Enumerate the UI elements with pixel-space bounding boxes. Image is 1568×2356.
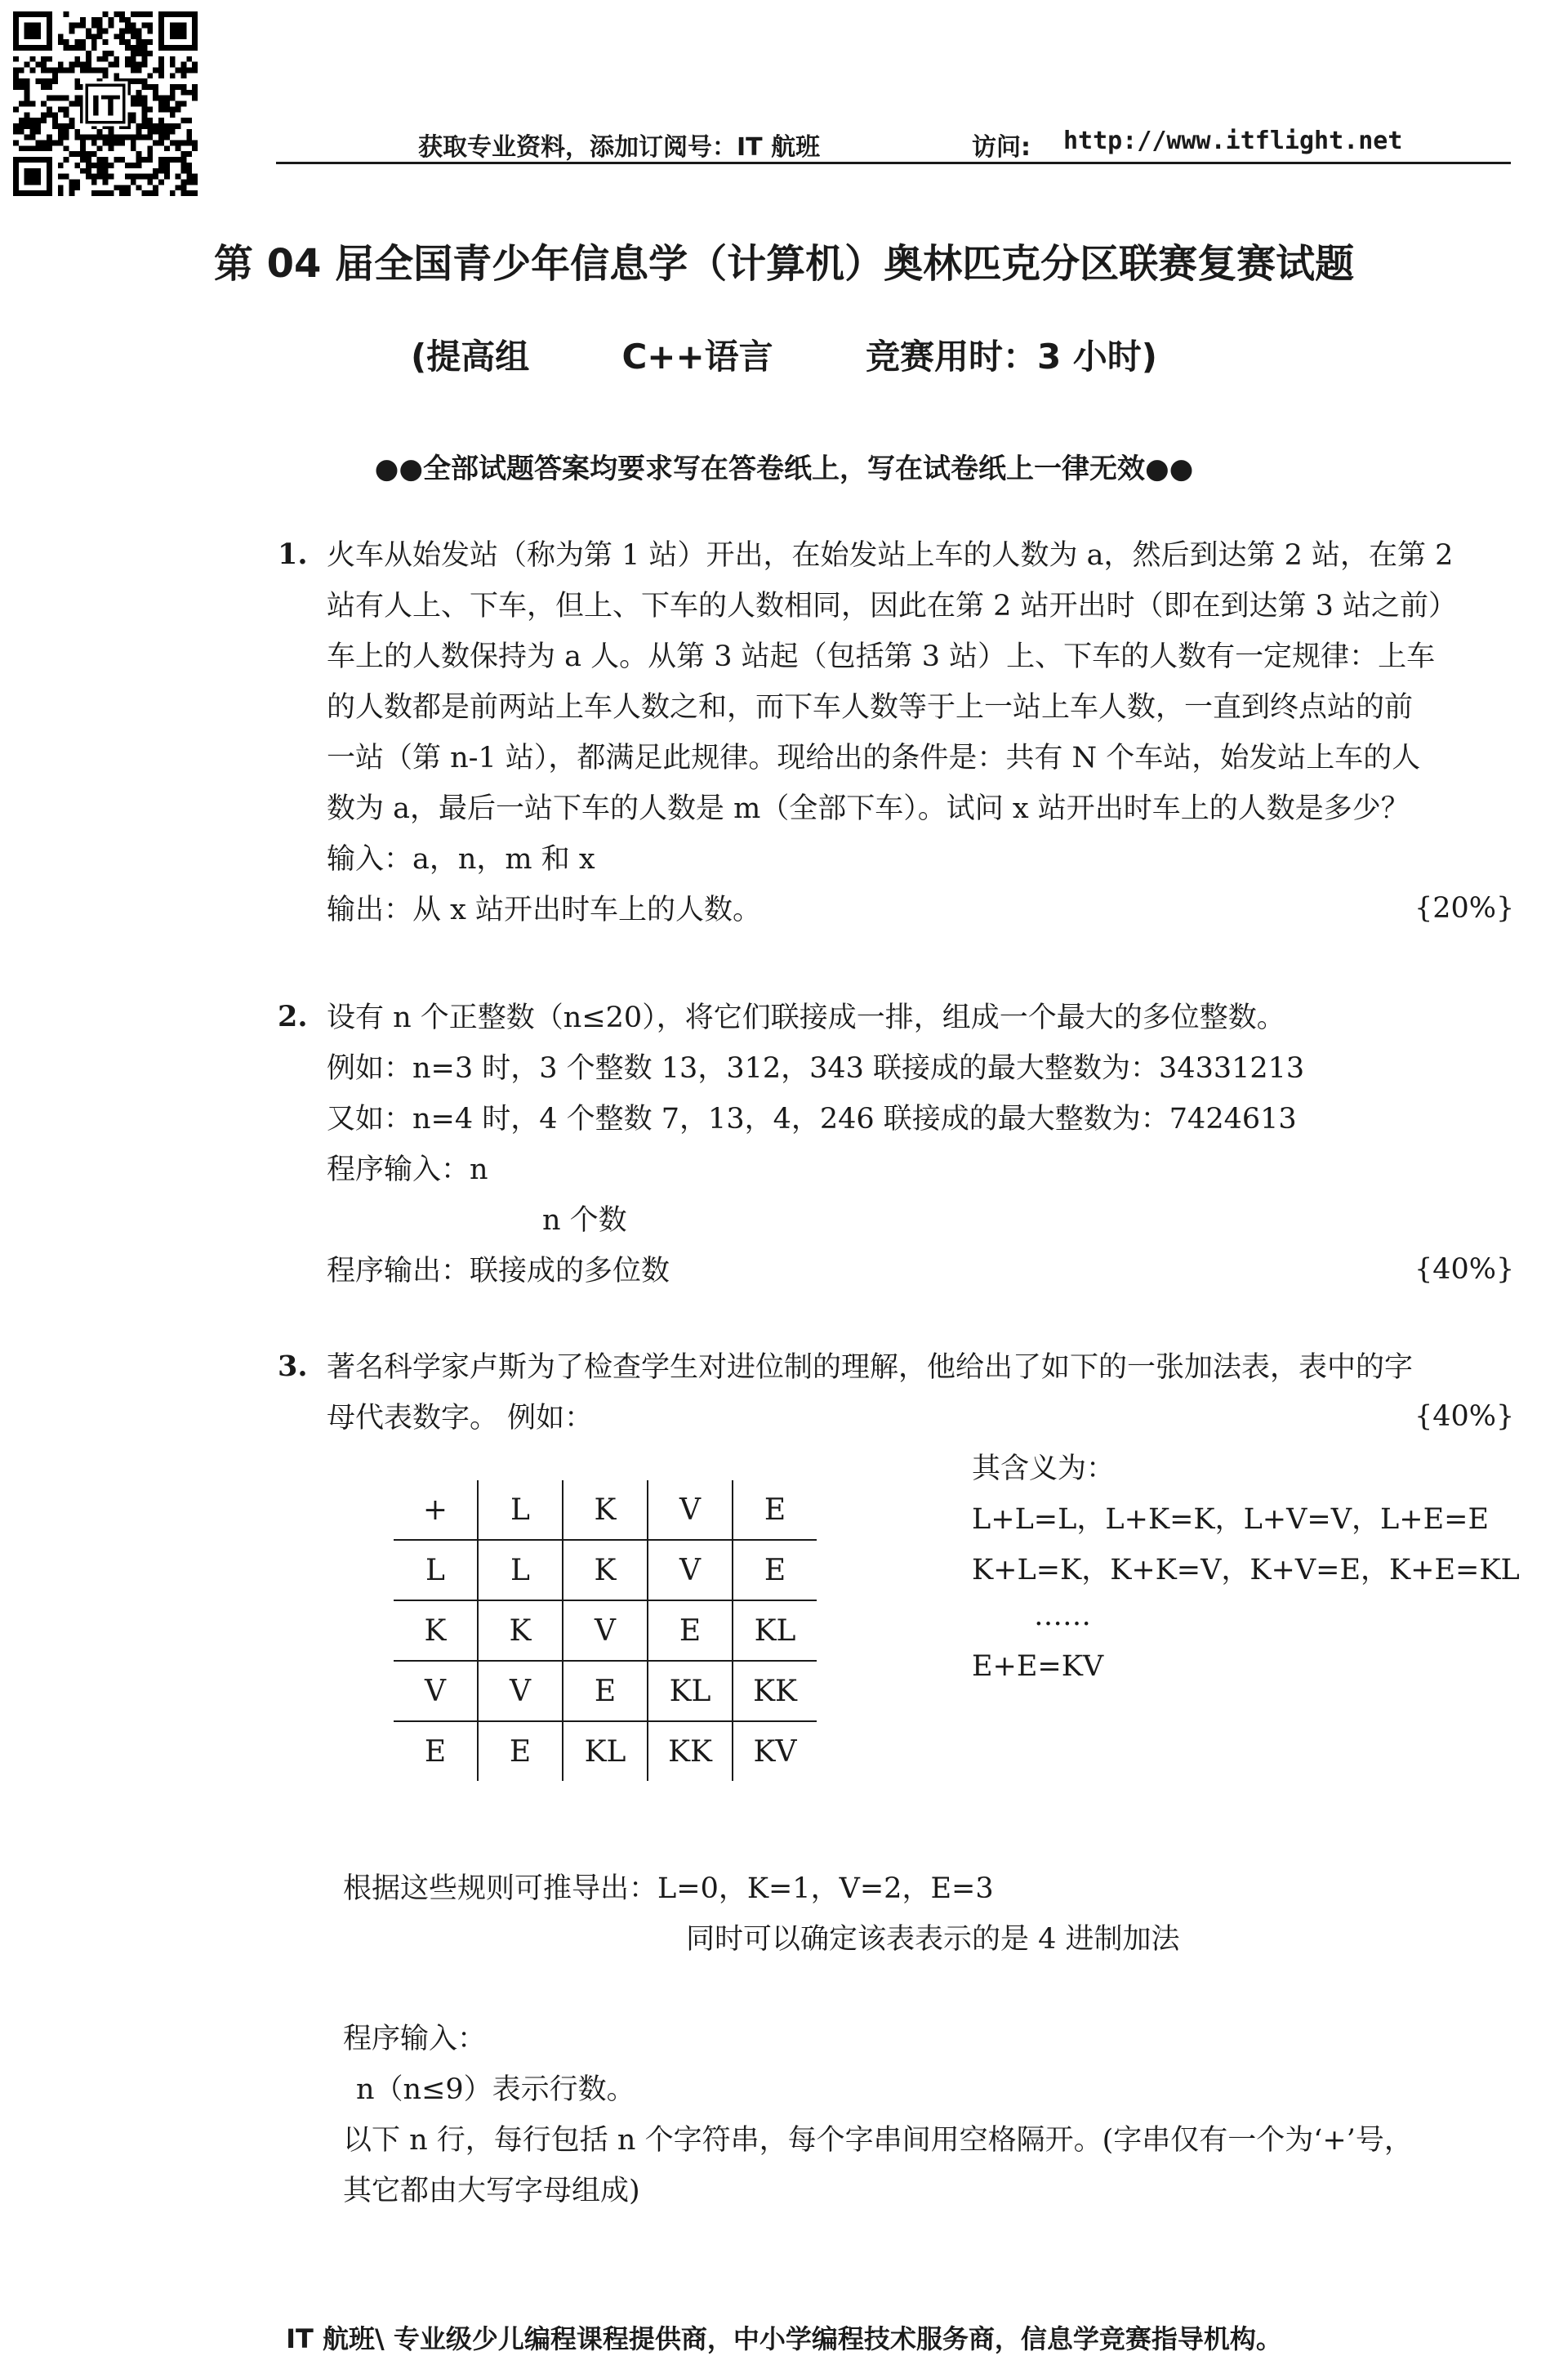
question-2-line: 又如：n=4 时，4 个整数 7，13，4，246 联接成的最大整数为：7424613 (327, 1103, 1297, 1136)
question-3-line: 母代表数字。 例如： (327, 1402, 594, 1435)
table-cell: K (394, 1600, 478, 1661)
meaning-line: L+L=L，L+K=K，L+V=V，L+E=E (972, 1503, 1490, 1536)
table-cell: E (394, 1721, 478, 1781)
derivation-line: 同时可以确定该表表示的是 4 进制加法 (686, 1923, 1180, 1956)
exam-notice: ●●全部试题答案均要求写在答卷纸上，写在试卷纸上一律无效●● (374, 453, 1194, 485)
header-url-link[interactable]: http://www.itflight.net (1063, 127, 1403, 155)
question-1-output: 输出：从 x 站开出时车上的人数。 (327, 894, 761, 926)
header-visit-label: 访问: (972, 133, 1031, 162)
question-1-line: 一站（第 n-1 站），都满足此规律。现给出的条件是：共有 N 个车站，始发站上车的人 (327, 742, 1421, 774)
question-2-number: 2. (278, 1000, 308, 1033)
table-cell: K (478, 1600, 563, 1661)
question-1-line: 火车从始发站（称为第 1 站）开出，在始发站上车的人数为 a，然后到达第 2 站，在第 2 (327, 539, 1454, 572)
table-cell: KK (733, 1661, 817, 1721)
question-1-line: 数为 a，最后一站下车的人数是 m（全部下车）。试问 x 站开出时车上的人数是多少？ (327, 792, 1410, 825)
page-subtitle (0, 330, 1568, 379)
table-cell: V (563, 1600, 648, 1661)
page-title: 第 04 届全国青少年信息学（计算机）奥林匹克分区联赛复赛试题 (213, 241, 1355, 287)
qr-logo-text: IT (90, 90, 121, 123)
question-3-number: 3. (278, 1350, 308, 1383)
table-cell: E (563, 1661, 648, 1721)
meaning-ellipsis: …… (1034, 1600, 1091, 1632)
subtitle-group: (提高组 (411, 337, 530, 377)
meaning-heading: 其含义为： (972, 1452, 1116, 1485)
meaning-line: E+E=KV (972, 1650, 1104, 1683)
question-1-score: {20%} (1414, 892, 1515, 925)
table-cell: K (563, 1540, 648, 1600)
table-cell: + (394, 1480, 478, 1540)
question-2-line: 设有 n 个正整数（n≤20），将它们联接成一排，组成一个最大的多位整数。 (327, 1002, 1285, 1034)
table-cell: KL (648, 1661, 733, 1721)
addition-table (394, 1480, 817, 1781)
question-2-score: {40%} (1414, 1253, 1515, 1286)
table-cell: KV (753, 1734, 797, 1769)
table-row (394, 1661, 817, 1721)
question-1-line: 的人数都是前两站上车人数之和，而下车人数等于上一站上车人数，一直到终点站的前 (327, 691, 1414, 724)
question-3-input-line: 其它都由大写字母组成) (343, 2175, 640, 2207)
question-2-input-detail: n 个数 (542, 1204, 627, 1237)
header-subscribe-text: 获取专业资料，添加订阅号：IT 航班 (418, 133, 821, 162)
question-3-score: {40%} (1414, 1400, 1515, 1433)
table-row (394, 1600, 817, 1661)
table-cell: KL (563, 1721, 648, 1781)
question-3-input-line: n（n≤9）表示行数。 (356, 2073, 635, 2106)
question-1-line: 站有人上、下车，但上、下车的人数相同，因此在第 2 站开出时（即在到达第 3 站之前） (327, 590, 1458, 622)
question-3-input-heading: 程序输入： (343, 2023, 487, 2055)
table-cell: KL (733, 1600, 817, 1661)
question-3-input-line: 以下 n 行，每行包括 n 个字符串，每个字串间用空格隔开。(字串仅有一个为‘+’号， (343, 2124, 1413, 2157)
table-cell: L (478, 1480, 563, 1540)
table-cell: E (648, 1600, 733, 1661)
table-row (394, 1480, 817, 1540)
table-cell: V (394, 1661, 478, 1721)
header-divider (276, 162, 1511, 164)
table-cell: V (648, 1540, 733, 1600)
table-row (394, 1540, 817, 1600)
subtitle-time: 竞赛用时：3 小时) (865, 337, 1157, 377)
question-1-line: 车上的人数保持为 a 人。从第 3 站起（包括第 3 站）上、下车的人数有一定规律：上车 (327, 640, 1436, 673)
table-cell: V (478, 1661, 563, 1721)
table-cell: E (478, 1721, 563, 1781)
table-cell: K (563, 1480, 648, 1540)
table-cell: E (733, 1480, 817, 1540)
page-footer: IT 航班\ 专业级少儿编程课程提供商，中小学编程技术服务商，信息学竞赛指导机构。 (286, 2323, 1282, 2354)
question-2-input: 程序输入：n (327, 1153, 488, 1186)
meaning-line: K+L=K，K+K=V，K+V=E，K+E=KL (972, 1554, 1520, 1586)
question-2-line: 例如：n=3 时，3 个整数 13，312，343 联接成的最大整数为：34331213 (327, 1052, 1305, 1085)
question-1-input: 输入：a，n，m 和 x (327, 843, 595, 876)
question-2-output: 程序输出：联接成的多位数 (327, 1255, 670, 1287)
question-3-line: 著名科学家卢斯为了检查学生对进位制的理解，他给出了如下的一张加法表，表中的字 (327, 1351, 1414, 1384)
table-cell: L (394, 1540, 478, 1600)
table-cell: KK (648, 1721, 733, 1781)
table-cell: E (733, 1540, 817, 1600)
table-cell: L (478, 1540, 563, 1600)
subtitle-language: C++语言 (621, 337, 773, 377)
table-row (394, 1721, 817, 1781)
table-cell: V (648, 1480, 733, 1540)
question-1-number: 1. (278, 538, 308, 571)
qr-code (13, 11, 198, 196)
derivation-line: 根据这些规则可推导出：L=0，K=1，V=2，E=3 (343, 1872, 994, 1905)
